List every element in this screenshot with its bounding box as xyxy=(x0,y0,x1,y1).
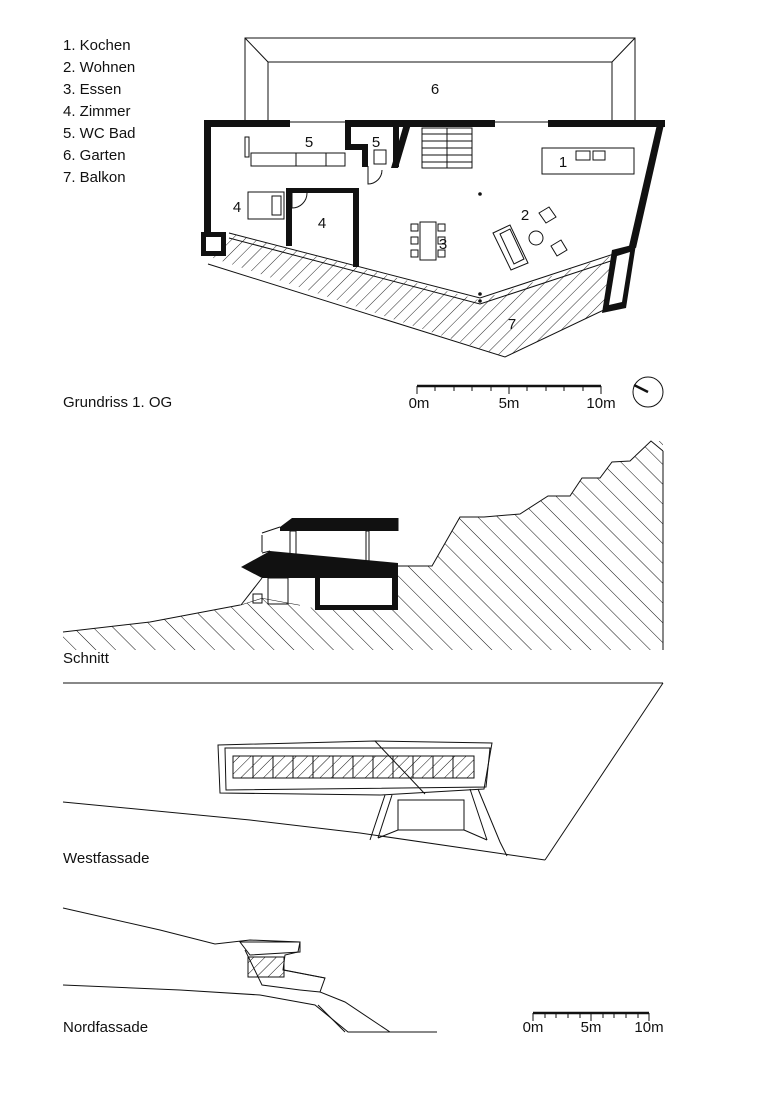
north-facade-caption: Nordfassade xyxy=(63,1019,149,1036)
room-legend xyxy=(63,37,136,186)
balcony-hatch xyxy=(210,233,632,357)
scale-label: 10m xyxy=(634,1019,664,1036)
bed xyxy=(248,192,284,219)
room-number-wc-bad: 5 xyxy=(304,134,314,151)
room-number-wohnen: 2 xyxy=(520,207,530,224)
legend-item: 4. Zimmer xyxy=(63,103,131,120)
scale-label: 0m xyxy=(408,395,430,412)
room-number-wc-bad: 5 xyxy=(371,134,381,151)
scale-label: 5m xyxy=(498,395,520,412)
section-drawing xyxy=(63,441,663,650)
scale-bar-top xyxy=(409,386,616,412)
floor-plan xyxy=(201,38,665,357)
scale-label: 10m xyxy=(586,395,616,412)
section-caption: Schnitt xyxy=(63,650,109,667)
room-number-garten: 6 xyxy=(430,81,440,98)
scale-label: 0m xyxy=(522,1019,544,1036)
garden-outline xyxy=(245,38,635,122)
stair xyxy=(422,128,472,168)
legend-item: 5. WC Bad xyxy=(63,125,136,142)
legend-item: 1. Kochen xyxy=(63,37,131,54)
legend-item: 3. Essen xyxy=(63,81,122,98)
column xyxy=(478,292,482,296)
room-number-zimmer: 4 xyxy=(317,215,327,232)
room-number-zimmer: 4 xyxy=(232,199,242,216)
living-furniture xyxy=(493,207,567,270)
legend-item: 2. Wohnen xyxy=(63,59,136,76)
scale-label: 5m xyxy=(580,1019,602,1036)
north-arrow-icon xyxy=(633,377,663,407)
room-number-essen: 3 xyxy=(438,236,448,253)
kitchen-island xyxy=(542,148,634,174)
column xyxy=(478,299,482,303)
west-facade xyxy=(63,683,663,860)
column xyxy=(478,192,482,196)
north-facade xyxy=(63,908,437,1032)
legend-item: 6. Garten xyxy=(63,147,126,164)
west-facade-caption: Westfassade xyxy=(63,850,150,867)
room-number-balkon: 7 xyxy=(507,316,517,333)
legend-item: 7. Balkon xyxy=(63,169,126,186)
plan-caption: Grundriss 1. OG xyxy=(63,394,173,411)
scale-bar-bottom xyxy=(523,1013,664,1036)
room-number-kochen: 1 xyxy=(558,154,568,171)
